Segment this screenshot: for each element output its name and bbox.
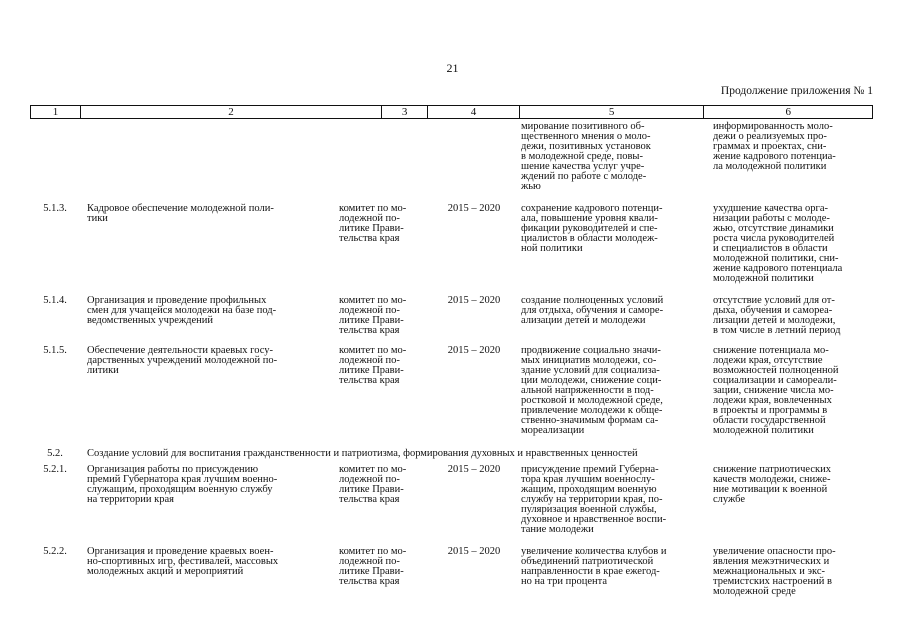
continuation-label: Продолжение приложения № 1 xyxy=(720,85,873,97)
result-cell: сохранение кадрового потенци- ала, повышение уровня квали- фикации руководителей и спе- циалистов в области молодеж- ной политики xyxy=(521,203,663,254)
result-cell: мирование позитивного об- щественного мнения о моло- дежи, позитивных установок в молодежной среде, повы- шение качества услуг учре- ждений по работе с молоде- жью xyxy=(521,121,651,192)
page-number: 21 xyxy=(446,61,459,75)
period-cell: 2015 – 2020 xyxy=(447,295,501,306)
section-title: Создание условий для воспитания гражданственности и патриотизма, формирования духовных и нравственных ценностей xyxy=(87,448,638,459)
column-header-4: 4 xyxy=(428,106,520,118)
consequence-cell: увеличение опасности про- явления межэтнических и межнациональных и экс- тремистских настроений в молодежной среде xyxy=(713,546,836,597)
table-header-row xyxy=(30,105,873,119)
consequence-cell: отсутствие условий для от- дыха, обучения и самореа- лизации детей и молодежи, в том числе в летний период xyxy=(713,295,841,336)
row-number: 5.2.2. xyxy=(43,546,67,557)
measure-title: Организация и проведение краевых воен- но-спортивных игр, фестивалей, массовых молодежных акций и мероприятий xyxy=(87,546,279,577)
measure-title: Организация работы по присуждению премий Губернатора края лучшим военно- служащим, проходящим военную службу на территории края xyxy=(87,464,278,505)
executor-cell: комитет по мо- лодежной по- литике Прави- тельства края xyxy=(339,203,407,244)
executor-cell: комитет по мо- лодежной по- литике Прави- тельства края xyxy=(339,345,407,386)
executor-cell: комитет по мо- лодежной по- литике Прави- тельства края xyxy=(339,464,407,505)
row-number: 5.1.5. xyxy=(43,345,67,356)
row-number: 5.1.3. xyxy=(43,203,67,214)
row-number: 5.2.1. xyxy=(43,464,67,475)
result-cell: продвижение социально значи- мых инициатив молодежи, со- здание условий для социализа- ции молодежи, снижение соци- альной напряженности в под- ростковой и молодежной среде, привлечение молодежи к обще- ственно-значимым формам са- мореализации xyxy=(521,345,663,436)
measure-title: Обеспечение деятельности краевых госу- дарственных учреждений молодежной по- литики xyxy=(87,345,278,376)
result-cell: создание полноценных условий для отдыха, обучения и саморе- ализации детей и молодежи xyxy=(521,295,664,326)
period-cell: 2015 – 2020 xyxy=(447,203,501,214)
consequence-cell: снижение патриотических качеств молодежи, сниже- ние мотивации к военной службе xyxy=(713,464,831,505)
executor-cell: комитет по мо- лодежной по- литике Прави- тельства края xyxy=(339,546,407,587)
period-cell: 2015 – 2020 xyxy=(447,345,501,356)
measure-title: Организация и проведение профильных смен для учащейся молодежи на базе под- ведомственных учреждений xyxy=(87,295,277,326)
row-number: 5.1.4. xyxy=(43,295,67,306)
period-cell: 2015 – 2020 xyxy=(447,546,501,557)
executor-cell: комитет по мо- лодежной по- литике Прави- тельства края xyxy=(339,295,407,336)
column-header-3: 3 xyxy=(382,106,428,118)
consequence-cell: снижение потенциала мо- лодежи края, отсутствие возможностей полноценной социализации и самореали- зации, снижение числа мо- лодежи края, вовлеченных в проекты и программы в области государственной молодежной политики xyxy=(713,345,839,436)
result-cell: присуждение премий Губерна- тора края лучшим военнослу- жащим, проходящим военную службу на территории края, по- пуляризация военной службы, духовное и нравственное воспи- тание молодежи xyxy=(521,464,667,535)
column-header-2: 2 xyxy=(81,106,382,118)
section-number: 5.2. xyxy=(47,448,63,459)
column-header-1: 1 xyxy=(31,106,81,118)
measure-title: Кадровое обеспечение молодежной поли- тики xyxy=(87,203,274,224)
consequence-cell: информированность моло- дежи о реализуемых про- граммах и проектах, сни- жение кадрового потенциа- ла молодежной политики xyxy=(713,121,836,172)
column-header-6: 6 xyxy=(785,106,791,118)
consequence-cell: ухудшение качества орга- низации работы с молоде- жью, отсутствие динамики роста числа руководителей и специалистов в области молодежной политики, сни- жение кадрового потенциала молодежной политики xyxy=(713,203,843,284)
result-cell: увеличение количества клубов и объединений патриотической направленности в крае ежегод- но на три процента xyxy=(521,546,667,587)
column-header-5: 5 xyxy=(520,106,705,118)
period-cell: 2015 – 2020 xyxy=(447,464,501,475)
